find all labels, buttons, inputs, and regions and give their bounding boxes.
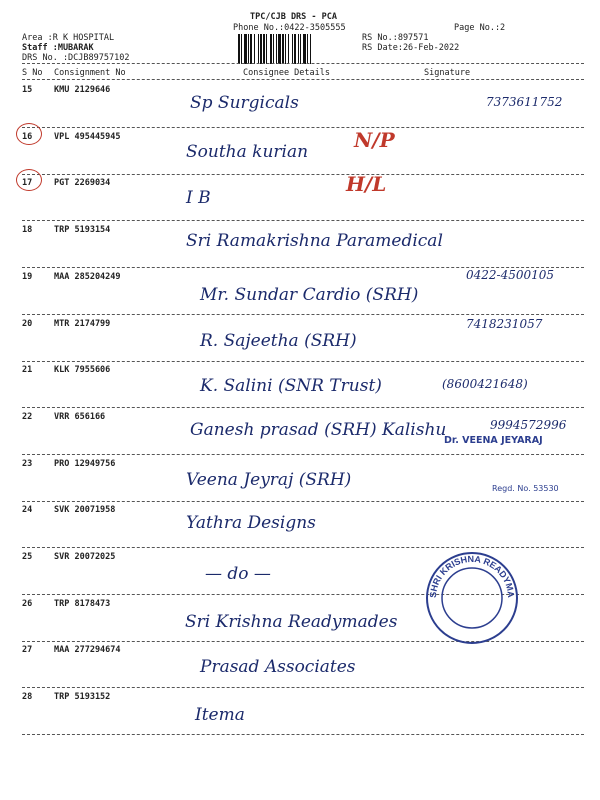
seal-graphic <box>424 550 520 646</box>
seal-text: SHRI KRISHNA READYMA <box>427 553 517 599</box>
row-divider <box>22 361 584 362</box>
page-number: Page No.:2 <box>454 23 506 33</box>
row-consignee-handwriting: Mr. Sundar Cardio (SRH) <box>200 284 419 305</box>
row-sno: 24 <box>22 505 33 516</box>
row-divider <box>22 220 584 221</box>
column-consignee: Consignee Details <box>243 68 330 78</box>
row-sno: 21 <box>22 365 33 376</box>
mark-circle-17 <box>16 169 42 191</box>
readymade-seal <box>424 550 520 646</box>
doctor-reg-stamp <box>492 484 559 493</box>
row-sno: 17 <box>22 178 33 189</box>
row-consignee-handwriting: I B <box>186 188 211 209</box>
row-consignee-handwriting: — do — <box>205 564 271 584</box>
barcode-graphic <box>238 34 356 64</box>
row-consignee-handwriting: Sp Surgicals <box>190 93 299 113</box>
phone-number: Phone No.:0422-3505555 <box>233 23 346 33</box>
document-title: TPC/CJB DRS - PCA <box>250 12 337 22</box>
row-sno: 19 <box>22 271 33 282</box>
row-consignment-no: TRP 5193154 <box>54 225 111 236</box>
mark-circle-16 <box>16 123 42 145</box>
row-consignment-no: VPL 495445945 <box>54 131 121 142</box>
column-sno: S No <box>22 68 43 78</box>
row-consignment-no: MTR 2174799 <box>54 318 111 329</box>
row-consignee-handwriting: Southa kurian <box>186 141 309 162</box>
row-divider <box>22 407 584 408</box>
row-consignee-handwriting: Ganesh prasad (SRH) Kalishu <box>190 419 447 440</box>
column-consignment: Consignment No <box>54 68 126 78</box>
column-divider <box>22 79 584 80</box>
row-consignment-no: PRO 12949756 <box>54 458 116 469</box>
svg-text:SHRI KRISHNA READYMADE <box>424 550 516 599</box>
row-sno: 26 <box>22 598 33 609</box>
row-signature-note: N/P <box>354 127 395 152</box>
row-signature-note: H/L <box>346 172 387 197</box>
area-label: Area :R K HOSPITAL <box>22 33 115 43</box>
row-sno: 15 <box>22 85 33 95</box>
barcode <box>238 34 356 64</box>
row-divider <box>22 501 584 502</box>
row-consignment-no: PGT 2269034 <box>54 178 111 189</box>
doctor-name: Dr. VEENA JEYARAJ <box>444 435 543 446</box>
row-consignment-no: MAA 285204249 <box>54 271 121 282</box>
row-consignee-handwriting: R. Sajeetha (SRH) <box>200 330 357 351</box>
row-consignment-no: KLK 7955606 <box>54 365 111 376</box>
row-consignee-handwriting: Prasad Associates <box>200 657 356 678</box>
row-signature-note: 7373611752 <box>486 95 563 109</box>
row-consignment-no: KMU 2129646 <box>54 85 111 95</box>
row-signature-note: 7418231057 <box>466 316 543 331</box>
row-consignment-no: TRP 5193152 <box>54 692 111 703</box>
row-divider <box>22 687 584 688</box>
row-sno: 22 <box>22 411 33 422</box>
row-divider <box>22 174 584 175</box>
row-consignment-no: SVK 20071958 <box>54 505 116 516</box>
doctor-stamp <box>444 435 543 446</box>
drs-number: DRS No. :DCJB89757102 <box>22 53 130 63</box>
staff-label: Staff :MUBARAK <box>22 43 94 53</box>
row-divider <box>22 314 584 315</box>
row-sno: 25 <box>22 552 33 562</box>
column-signature: Signature <box>424 68 471 78</box>
row-sno: 18 <box>22 225 33 236</box>
row-consignment-no: VRR 656166 <box>54 411 106 422</box>
rs-date: RS Date:26-Feb-2022 <box>362 43 460 53</box>
row-consignee-handwriting: Yathra Designs <box>186 513 316 534</box>
row-signature-note: 0422-4500105 <box>466 267 555 282</box>
row-sno: 20 <box>22 318 33 329</box>
row-sno: 27 <box>22 645 33 656</box>
row-consignment-no: MAA 277294674 <box>54 645 121 656</box>
doctor-reg: Regd. No. 53530 <box>492 484 559 493</box>
rs-number: RS No.:897571 <box>362 33 429 43</box>
row-divider <box>22 734 584 735</box>
row-consignee-handwriting: Veena Jeyraj (SRH) <box>186 469 352 490</box>
row-consignee-handwriting: K. Salini (SNR Trust) <box>200 376 382 397</box>
header-divider <box>22 63 584 64</box>
row-divider <box>22 547 584 548</box>
row-divider <box>22 127 584 128</box>
row-consignee-handwriting: Sri Ramakrishna Paramedical <box>186 231 443 252</box>
row-consignment-no: TRP 8178473 <box>54 598 111 609</box>
row-consignee-handwriting: Sri Krishna Readymades <box>185 611 398 632</box>
row-divider <box>22 454 584 455</box>
row-signature-note: (8600421648) <box>442 377 528 392</box>
row-consignment-no: SVR 20072025 <box>54 552 116 562</box>
row-sno: 16 <box>22 131 33 142</box>
row-consignee-handwriting: Itema <box>195 705 245 726</box>
row-sno: 23 <box>22 458 33 469</box>
row-sno: 28 <box>22 692 33 703</box>
row-signature-note: 9994572996 <box>490 417 567 432</box>
